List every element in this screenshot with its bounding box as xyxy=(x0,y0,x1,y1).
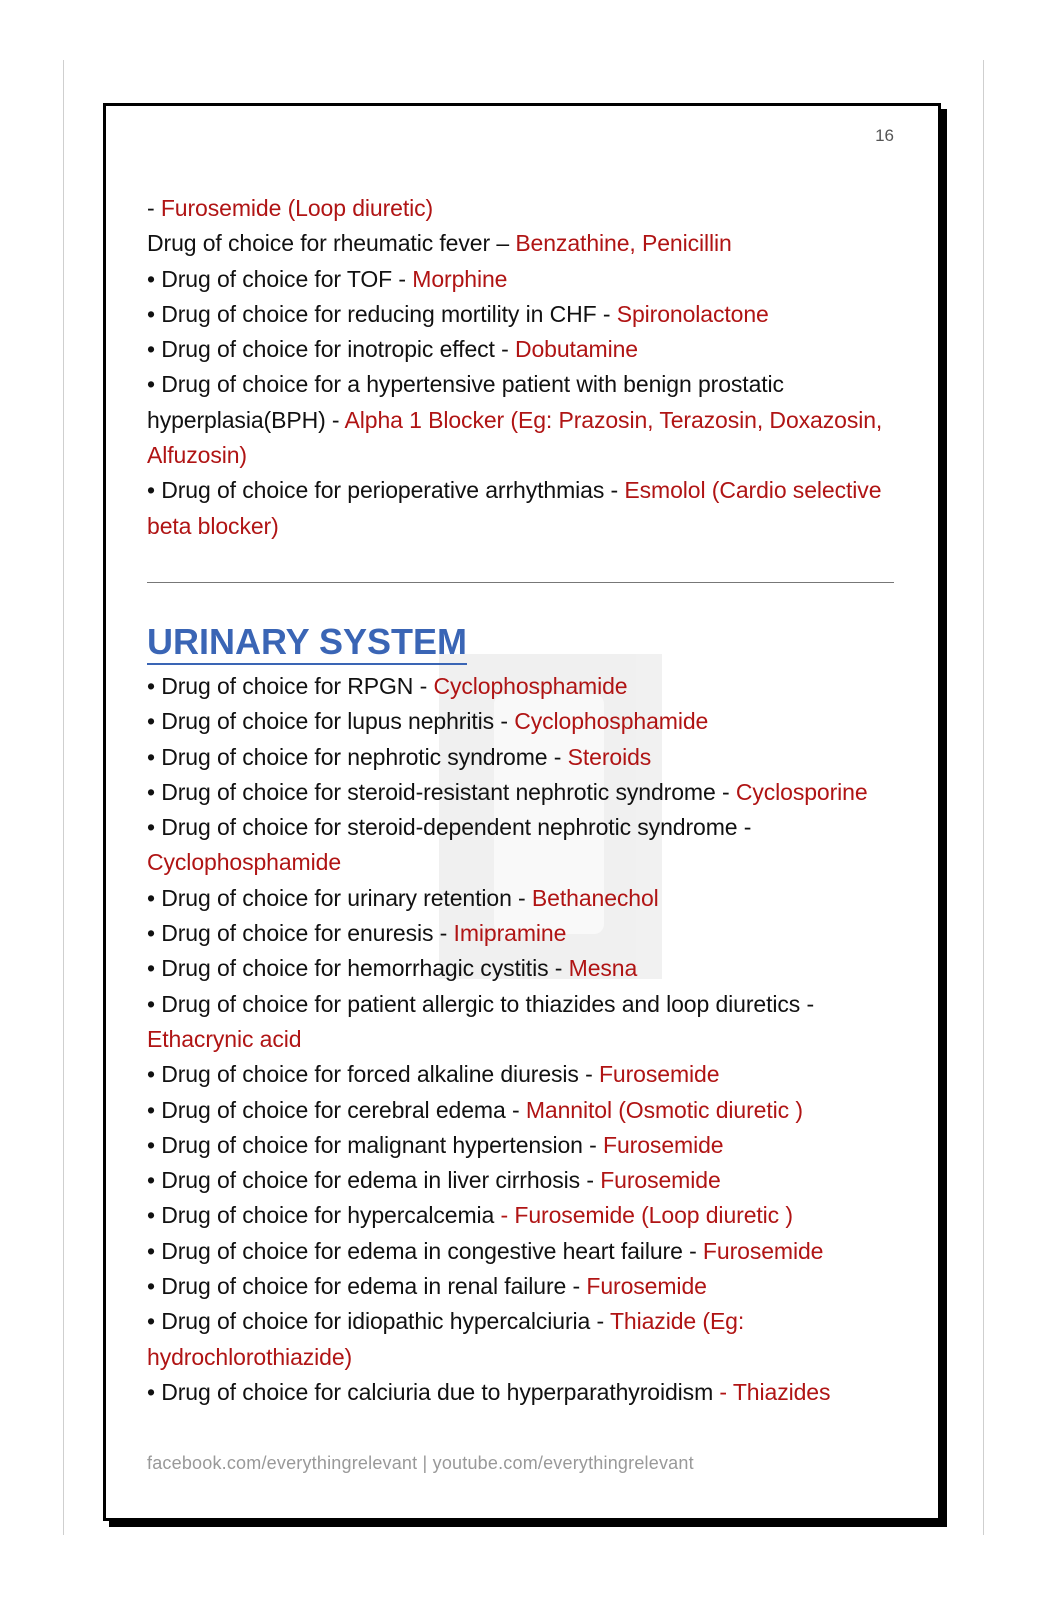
drug-name: hydrochlorothiazide) xyxy=(147,1343,353,1370)
section-title: URINARY SYSTEM xyxy=(147,621,467,665)
list-item xyxy=(147,881,907,916)
indication-text: • Drug of choice for forced alkaline diuresis - xyxy=(147,1061,599,1088)
indication-text: • Drug of choice for cerebral edema - xyxy=(147,1096,526,1123)
list-item xyxy=(147,332,907,367)
indication-text: • Drug of choice for perioperative arrhythmias - xyxy=(147,477,625,504)
drug-name: Bethanechol xyxy=(531,884,659,911)
drug-name: Furosemide xyxy=(702,1237,824,1264)
drug-name: - Thiazides xyxy=(719,1378,831,1405)
drug-name: Morphine xyxy=(412,265,508,292)
list-item xyxy=(147,1128,907,1163)
indication-text: - xyxy=(147,195,161,221)
indication-text: • Drug of choice for enuresis - xyxy=(147,920,454,947)
list-item xyxy=(147,669,907,704)
drug-name: Cyclophosphamide xyxy=(147,849,342,876)
drug-name: Furosemide (Loop diuretic) xyxy=(160,195,434,221)
drug-name: Esmolol (Cardio selective xyxy=(624,477,882,504)
drug-name: Spironolactone xyxy=(616,300,769,327)
list-item xyxy=(147,1340,907,1375)
list-item xyxy=(147,916,907,951)
right-margin-guide xyxy=(983,60,984,1535)
drug-name: Cyclophosphamide xyxy=(433,672,628,699)
drug-name: Mannitol (Osmotic diuretic ) xyxy=(525,1096,803,1123)
left-margin-guide xyxy=(63,60,64,1535)
list-item xyxy=(147,1198,907,1233)
indication-text: • Drug of choice for steroid-resistant nephrotic syndrome - xyxy=(147,778,736,805)
drug-name: Cyclophosphamide xyxy=(514,708,709,735)
indication-text: • Drug of choice for steroid-dependent nephrotic syndrome - xyxy=(147,814,752,841)
list-item xyxy=(147,740,907,775)
list-item xyxy=(147,226,907,261)
list-item xyxy=(147,1304,907,1339)
list-item xyxy=(147,1269,907,1304)
drug-name: Steroids xyxy=(567,743,652,770)
indication-text: hyperplasia(BPH) - xyxy=(147,406,345,433)
list-item xyxy=(147,262,907,297)
list-item xyxy=(147,1163,907,1198)
list-item xyxy=(147,1022,907,1057)
indication-text: • Drug of choice for nephrotic syndrome - xyxy=(147,743,568,770)
indication-text: • Drug of choice for inotropic effect - xyxy=(147,336,515,363)
drug-name: Benzathine, Penicillin xyxy=(515,230,732,257)
drug-name: Furosemide xyxy=(598,1061,720,1088)
footer-links: facebook.com/everythingrelevant | youtube.com/everythingrelevant xyxy=(147,1453,694,1473)
drug-name: Dobutamine xyxy=(514,336,638,363)
list-item xyxy=(147,473,907,508)
indication-text: Drug of choice for rheumatic fever – xyxy=(147,230,516,257)
list-item xyxy=(147,775,907,810)
indication-text: • Drug of choice for edema in liver cirrhosis - xyxy=(147,1167,601,1194)
document-page xyxy=(103,103,941,1521)
list-item xyxy=(147,1057,907,1092)
drug-name: Furosemide xyxy=(586,1273,707,1300)
list-item xyxy=(147,810,907,845)
indication-text: • Drug of choice for patient allergic to thiazides and loop diuretics - xyxy=(147,990,815,1017)
indication-text: • Drug of choice for calciuria due to hyperparathyroidism xyxy=(147,1378,720,1405)
indication-text: • Drug of choice for hemorrhagic cystitis - xyxy=(147,955,569,982)
drug-name: Alfuzosin) xyxy=(147,442,247,469)
drug-name: Mesna xyxy=(568,955,638,982)
list-item xyxy=(147,438,907,473)
drug-name: Furosemide xyxy=(603,1131,724,1158)
drug-name: Imipramine xyxy=(453,920,567,947)
drug-name: Alpha 1 Blocker (Eg: Prazosin, Terazosin, Doxazosin, xyxy=(344,406,883,433)
list-item xyxy=(147,845,907,880)
indication-text: • Drug of choice for edema in renal failure - xyxy=(147,1273,587,1300)
drug-name: Thiazide (Eg: xyxy=(609,1308,745,1335)
indication-text: • Drug of choice for reducing mortility in CHF - xyxy=(147,300,617,327)
page-number: 16 xyxy=(875,126,894,145)
indication-text: • Drug of choice for idiopathic hypercalciuria - xyxy=(147,1308,610,1335)
list-item xyxy=(147,704,907,739)
indication-text: • Drug of choice for urinary retention - xyxy=(147,884,532,911)
cardio-continued-list xyxy=(147,191,907,544)
list-item xyxy=(147,509,907,544)
list-item xyxy=(147,1234,907,1269)
list-item xyxy=(147,1093,907,1128)
drug-name: - Furosemide (Loop diuretic ) xyxy=(500,1202,793,1229)
drug-name: beta blocker) xyxy=(147,512,279,539)
drug-name: Cyclosporine xyxy=(735,778,868,805)
indication-text: • Drug of choice for edema in congestive heart failure - xyxy=(147,1237,703,1264)
list-item xyxy=(147,191,907,226)
page-content xyxy=(147,191,907,1410)
list-item xyxy=(147,1375,907,1410)
indication-text: • Drug of choice for a hypertensive patient with benign prostatic xyxy=(147,371,784,398)
drug-name: Furosemide xyxy=(600,1167,721,1194)
list-item xyxy=(147,987,907,1022)
list-item xyxy=(147,367,907,402)
section-divider xyxy=(147,582,894,583)
indication-text: • Drug of choice for hypercalcemia xyxy=(147,1202,501,1229)
indication-text: • Drug of choice for lupus nephritis - xyxy=(147,708,515,735)
urinary-drug-list xyxy=(147,669,907,1410)
list-item xyxy=(147,297,907,332)
drug-name: Ethacrynic acid xyxy=(147,1025,302,1052)
list-item xyxy=(147,951,907,986)
indication-text: • Drug of choice for malignant hypertension - xyxy=(147,1131,604,1158)
indication-text: • Drug of choice for TOF - xyxy=(147,265,413,292)
list-item xyxy=(147,403,907,438)
indication-text: • Drug of choice for RPGN - xyxy=(147,672,434,699)
